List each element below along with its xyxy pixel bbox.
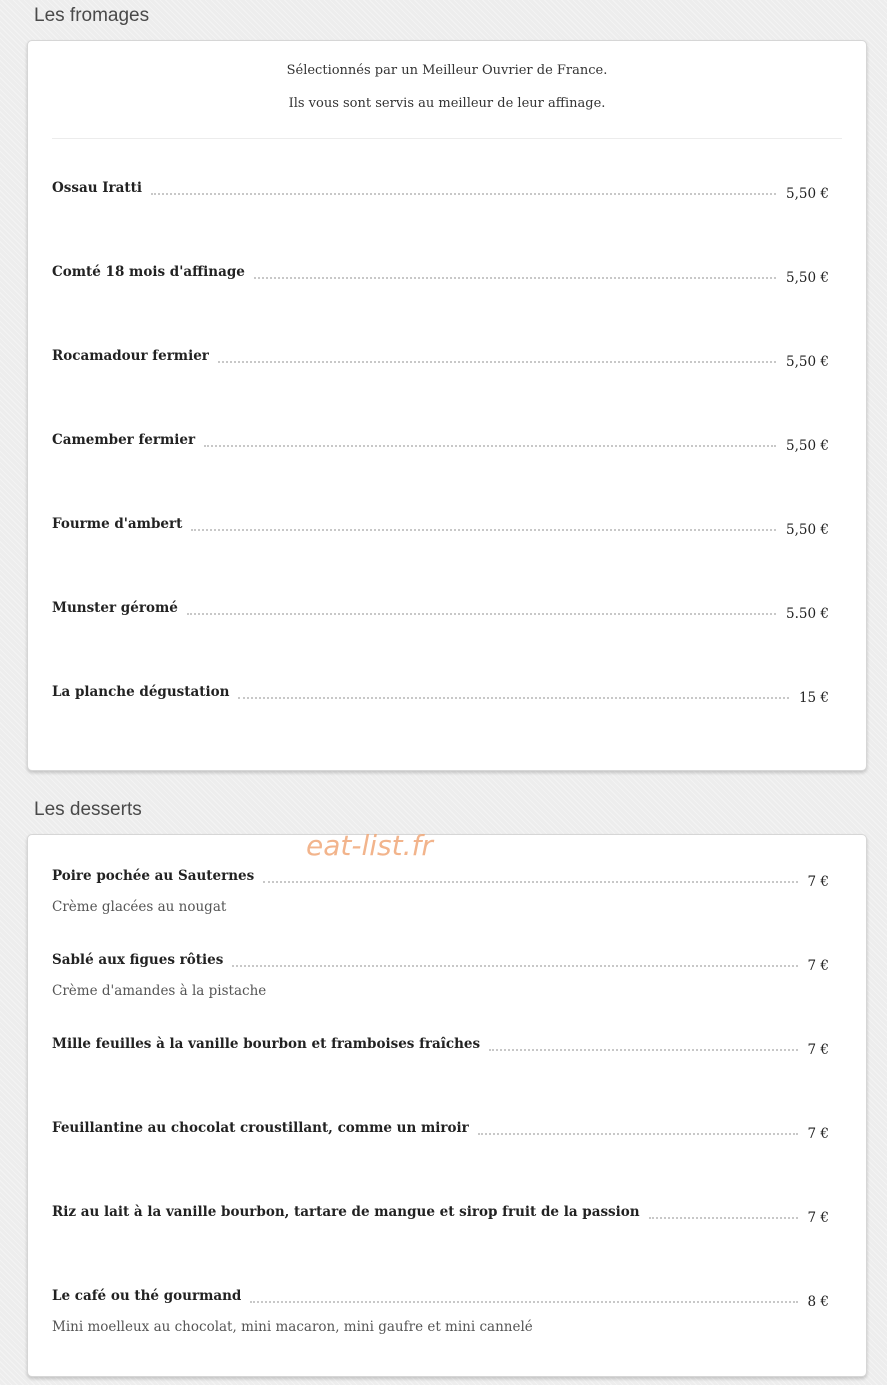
item-name: Poire pochée au Sauternes [52,868,255,884]
menu-item [52,599,829,622]
menu-item [52,1035,829,1058]
dotted-leader [191,529,776,531]
item-name: Sablé aux figues rôties [52,952,224,968]
item-description: Crème d'amandes à la pistache [52,983,267,999]
menu-item [52,951,829,1000]
dotted-leader [250,1301,797,1303]
item-description: Mini moelleux au chocolat, mini macaron, mini gaufre et mini cannelé [52,1319,533,1335]
menu-item [52,515,829,538]
section-title-fromages: Les fromages [34,5,150,26]
item-price: 5,50 € [786,522,829,538]
menu-item [52,683,829,706]
item-price: 7 € [807,1126,829,1142]
item-price: 5.50 € [786,606,829,622]
watermark: eat-list.fr [306,829,433,862]
item-name: Rocamadour fermier [52,348,209,364]
dotted-leader [151,193,776,195]
item-price: 5,50 € [786,270,829,286]
menu-item [52,1287,829,1336]
item-price: 15 € [798,690,829,706]
fromages-card [27,40,867,771]
item-price: 7 € [807,874,829,890]
item-name: La planche dégustation [52,684,230,700]
item-name: Camember fermier [52,432,196,448]
dotted-leader [254,277,776,279]
item-price: 5,50 € [786,186,829,202]
item-price: 7 € [807,1210,829,1226]
item-price: 7 € [807,1042,829,1058]
dotted-leader [187,613,776,615]
desserts-card [27,834,867,1377]
item-price: 7 € [807,958,829,974]
dotted-leader [204,445,776,447]
dotted-leader [263,881,797,883]
dotted-leader [232,965,797,967]
section-title-desserts: Les desserts [34,799,142,820]
dotted-leader [489,1049,797,1051]
menu-item [52,1203,829,1226]
item-name: Ossau Iratti [52,180,142,196]
item-description: Crème glacées au nougat [52,899,227,915]
item-name: Le café ou thé gourmand [52,1288,242,1304]
item-price: 5,50 € [786,438,829,454]
menu-item [52,867,829,916]
menu-item [52,1119,829,1142]
item-name: Munster géromé [52,600,178,616]
item-price: 8 € [807,1294,829,1310]
fromages-intro [28,41,866,128]
intro-line: Ils vous sont servis au meilleur de leur affinage. [288,96,606,111]
menu-item [52,431,829,454]
item-price: 5,50 € [786,354,829,370]
intro-divider [52,138,842,139]
dotted-leader [218,361,776,363]
menu-item [52,263,829,286]
item-name: Riz au lait à la vanille bourbon, tartare de mangue et sirop fruit de la passion [52,1204,640,1220]
item-name: Fourme d'ambert [52,516,183,532]
menu-item [52,179,829,202]
item-name: Feuillantine au chocolat croustillant, comme un miroir [52,1120,469,1136]
intro-line: Sélectionnés par un Meilleur Ouvrier de France. [286,63,608,78]
menu-item [52,347,829,370]
item-name: Mille feuilles à la vanille bourbon et framboises fraîches [52,1036,481,1052]
dotted-leader [649,1217,798,1219]
item-name: Comté 18 mois d'affinage [52,264,245,280]
dotted-leader [478,1133,798,1135]
dotted-leader [238,697,788,699]
